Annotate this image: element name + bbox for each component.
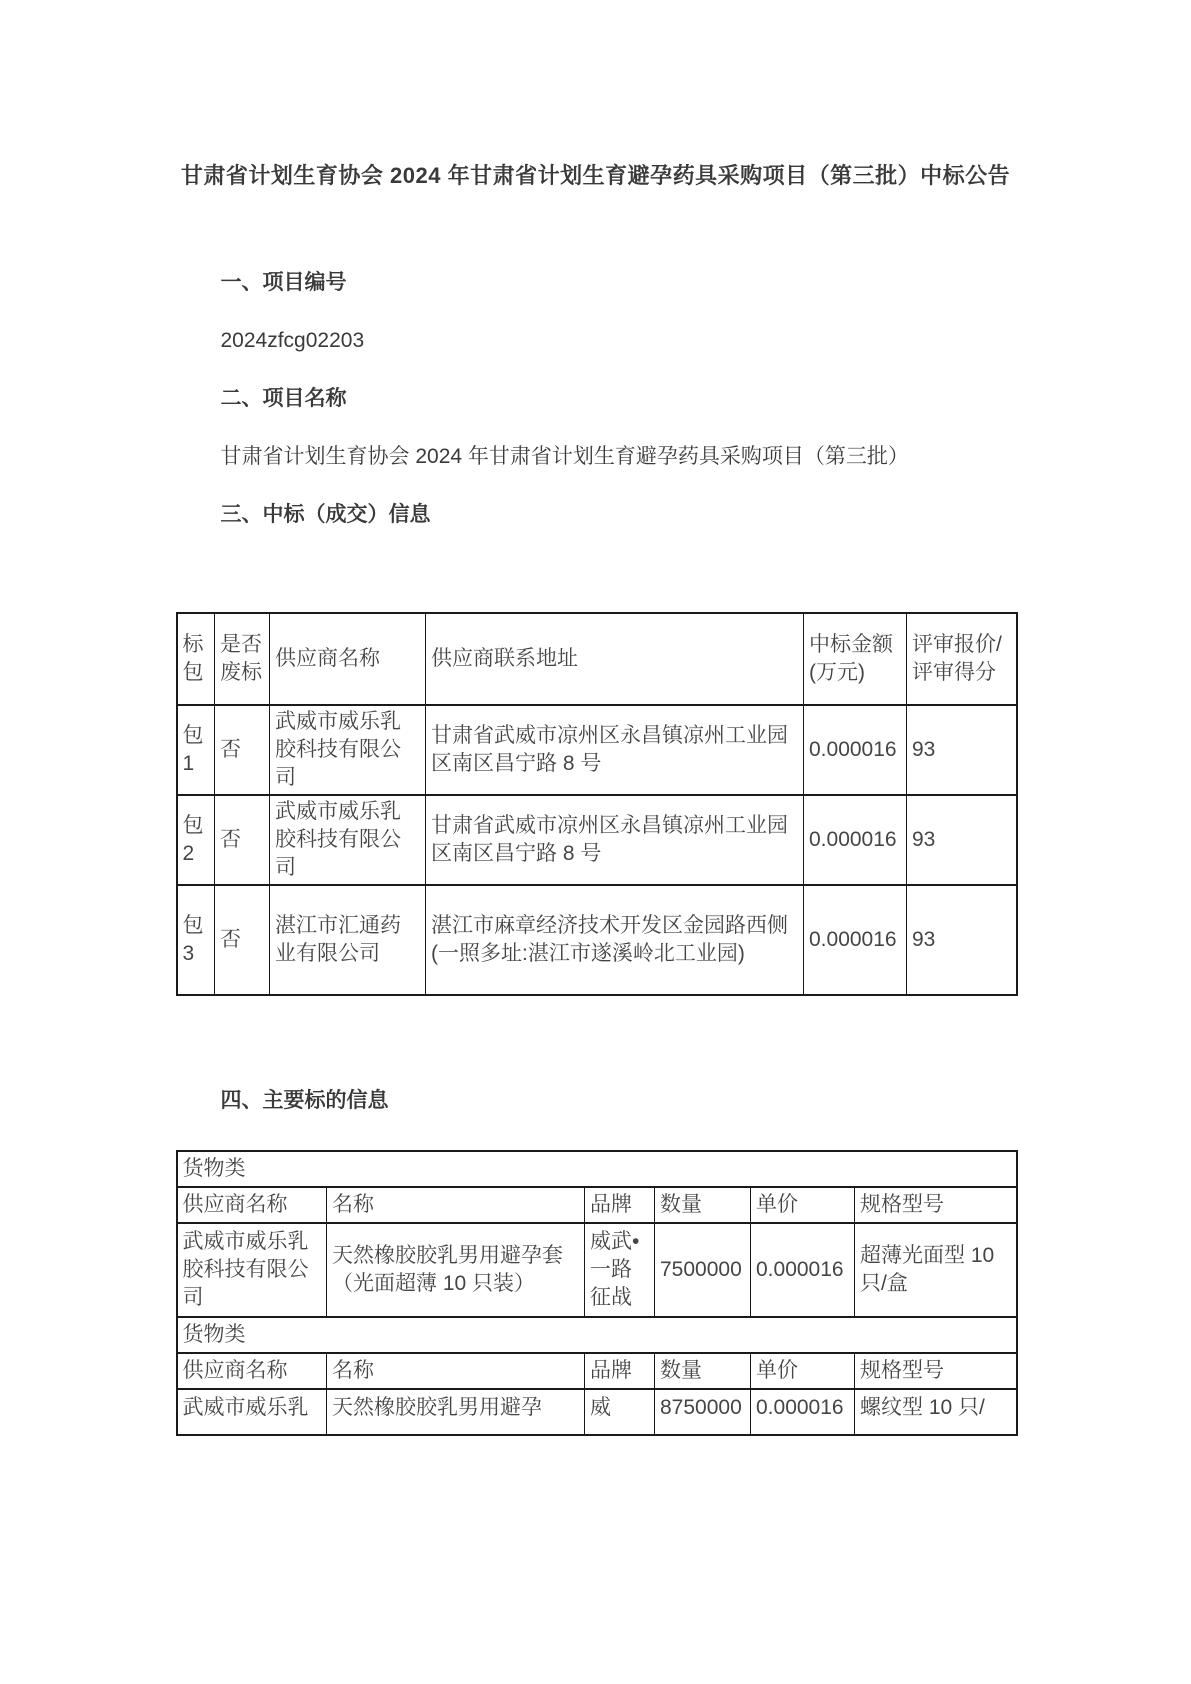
items-header-row xyxy=(177,1187,1017,1223)
section-heading-project-number: 一、项目编号 xyxy=(220,271,347,294)
cell-spec-model: 螺纹型 10 只/ xyxy=(855,1389,1017,1435)
award-table-row xyxy=(177,705,1017,795)
th-spec-model: 规格型号 xyxy=(855,1353,1017,1389)
th-supplier-address: 供应商联系地址 xyxy=(426,613,804,705)
cell-review-score: 93 xyxy=(907,885,1017,995)
cell-supplier-name: 武威市威乐乳胶科技有限公司 xyxy=(270,705,426,795)
th-brand: 品牌 xyxy=(585,1353,655,1389)
cell-award-amount: 0.000016 xyxy=(804,885,907,995)
project-name-value: 甘肃省计划生育协会 2024 年甘肃省计划生育避孕药具采购项目（第三批） xyxy=(220,445,909,468)
th-item-name: 名称 xyxy=(327,1353,585,1389)
cell-supplier-address: 甘肃省武威市凉州区永昌镇凉州工业园区南区昌宁路 8 号 xyxy=(426,795,804,885)
items-category-row xyxy=(177,1151,1017,1187)
cell-supplier-name: 武威市威乐乳 xyxy=(177,1389,327,1435)
cell-unit-price: 0.000016 xyxy=(751,1223,855,1317)
bid-items-table xyxy=(176,1150,1018,1436)
th-award-amount: 中标金额(万元) xyxy=(804,613,907,705)
th-package: 标包 xyxy=(177,613,215,705)
project-number-value: 2024zfcg02203 xyxy=(220,329,365,352)
cell-invalid-bid: 否 xyxy=(215,795,270,885)
cell-brand: 威武•一路征战 xyxy=(585,1223,655,1317)
th-brand: 品牌 xyxy=(585,1187,655,1223)
cell-brand: 威 xyxy=(585,1389,655,1435)
cell-supplier-address: 湛江市麻章经济技术开发区金园路西侧(一照多址:湛江市遂溪岭北工业园) xyxy=(426,885,804,995)
th-review-score: 评审报价/评审得分 xyxy=(907,613,1017,705)
cell-supplier-name: 武威市威乐乳胶科技有限公司 xyxy=(270,795,426,885)
document-content xyxy=(176,0,1016,1436)
award-table-header-row xyxy=(177,613,1017,705)
category-label: 货物类 xyxy=(177,1151,1017,1187)
items-category-row xyxy=(177,1317,1017,1353)
cell-item-name: 天然橡胶胶乳男用避孕套（光面超薄 10 只装） xyxy=(327,1223,585,1317)
cell-review-score: 93 xyxy=(907,705,1017,795)
th-quantity: 数量 xyxy=(655,1187,751,1223)
cell-invalid-bid: 否 xyxy=(215,885,270,995)
cell-quantity: 7500000 xyxy=(655,1223,751,1317)
document-title: 甘肃省计划生育协会 2024 年甘肃省计划生育避孕药具采购项目（第三批）中标公告 xyxy=(180,163,1011,188)
section-heading-project-name: 二、项目名称 xyxy=(220,387,347,410)
th-quantity: 数量 xyxy=(655,1353,751,1389)
th-supplier-name: 供应商名称 xyxy=(177,1353,327,1389)
cell-award-amount: 0.000016 xyxy=(804,705,907,795)
th-item-name: 名称 xyxy=(327,1187,585,1223)
section-heading-main-items: 四、主要标的信息 xyxy=(220,1089,389,1112)
cell-item-name: 天然橡胶胶乳男用避孕 xyxy=(327,1389,585,1435)
cell-unit-price: 0.000016 xyxy=(751,1389,855,1435)
th-supplier-name: 供应商名称 xyxy=(270,613,426,705)
award-table-row xyxy=(177,795,1017,885)
award-table-row xyxy=(177,885,1017,995)
cell-package: 包1 xyxy=(177,705,215,795)
cell-supplier-name: 武威市威乐乳胶科技有限公司 xyxy=(177,1223,327,1317)
section-heading-award-info: 三、中标（成交）信息 xyxy=(220,503,431,526)
cell-supplier-name: 湛江市汇通药业有限公司 xyxy=(270,885,426,995)
cell-package: 包3 xyxy=(177,885,215,995)
cell-package: 包2 xyxy=(177,795,215,885)
items-data-row-truncated xyxy=(177,1389,1017,1435)
cell-quantity: 8750000 xyxy=(655,1389,751,1435)
th-supplier-name: 供应商名称 xyxy=(177,1187,327,1223)
th-unit-price: 单价 xyxy=(751,1187,855,1223)
cell-award-amount: 0.000016 xyxy=(804,795,907,885)
th-spec-model: 规格型号 xyxy=(855,1187,1017,1223)
cell-invalid-bid: 否 xyxy=(215,705,270,795)
award-info-table xyxy=(176,612,1018,996)
th-unit-price: 单价 xyxy=(751,1353,855,1389)
th-invalid-bid: 是否废标 xyxy=(215,613,270,705)
items-header-row xyxy=(177,1353,1017,1389)
cell-review-score: 93 xyxy=(907,795,1017,885)
cell-spec-model: 超薄光面型 10 只/盒 xyxy=(855,1223,1017,1317)
cell-supplier-address: 甘肃省武威市凉州区永昌镇凉州工业园区南区昌宁路 8 号 xyxy=(426,705,804,795)
items-data-row xyxy=(177,1223,1017,1317)
category-label: 货物类 xyxy=(177,1317,1017,1353)
